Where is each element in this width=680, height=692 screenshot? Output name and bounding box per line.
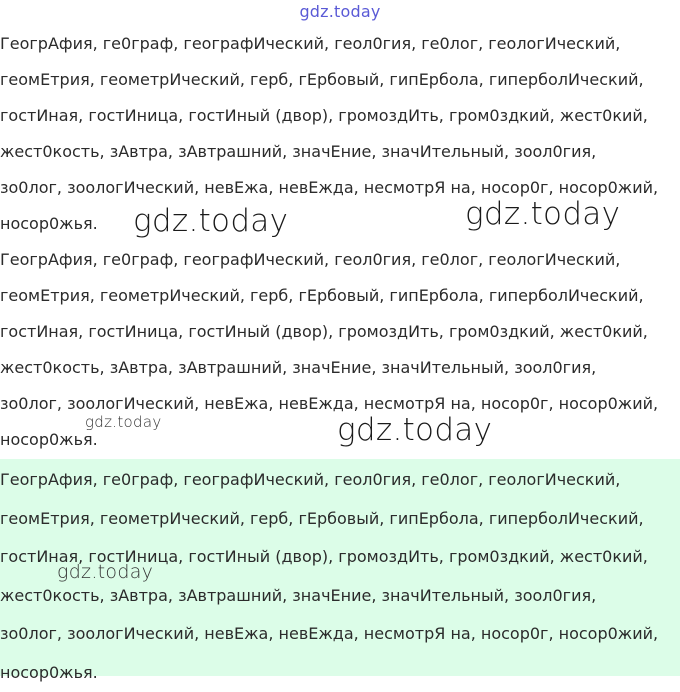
watermark: gdz.today bbox=[337, 412, 493, 448]
answer-text: ГеогрАфия, ге0граф, географИческий, геол0гия, ге0лог, геологИческий, геомЕтрия, геометрИческий, герб, гЕрбовый, гипЕрбола, гиперболИческий, гостИная, гостИница, гостИный (двор), громоздИть, гром0здкий, жест0кий, жест0кость, зАвтра, зАвтрашний, значЕние, значИтельный, зоол0гия, зо0лог, зоологИческий, невЕжа, невЕжда, несмотрЯ на, носор0г, носор0жий, носор0жья. bbox=[0, 470, 659, 682]
watermark: gdz.today bbox=[57, 561, 154, 583]
watermark: gdz.today bbox=[133, 203, 289, 239]
watermark: gdz.today bbox=[465, 196, 621, 232]
answer-text: ГеогрАфия, ге0граф, географИческий, геол0гия, ге0лог, геологИческий, геомЕтрия, геометрИческий, герб, гЕрбовый, гипЕрбола, гиперболИческий, гостИная, гостИница, гостИный (двор), громоздИть, гром0здкий, жест0кий, жест0кость, зАвтра, зАвтрашний, значЕние, значИтельный, зоол0гия, зо0лог, зоологИческий, невЕжа, невЕжда, несмотрЯ на, носор0г, носор0жий, носор0жья. bbox=[0, 34, 659, 233]
watermark: gdz.today bbox=[85, 413, 162, 431]
answer-text: ГеогрАфия, ге0граф, географИческий, геол0гия, ге0лог, геологИческий, геомЕтрия, геометрИческий, герб, гЕрбовый, гипЕрбола, гиперболИческий, гостИная, гостИница, гостИный (двор), громоздИть, гром0здкий, жест0кий, жест0кость, зАвтра, зАвтрашний, значЕние, значИтельный, зоол0гия, зо0лог, зоологИческий, невЕжа, невЕжда, несмотрЯ на, носор0г, носор0жий, носор0жья. bbox=[0, 250, 659, 449]
site-watermark-header: gdz.today bbox=[299, 2, 381, 21]
